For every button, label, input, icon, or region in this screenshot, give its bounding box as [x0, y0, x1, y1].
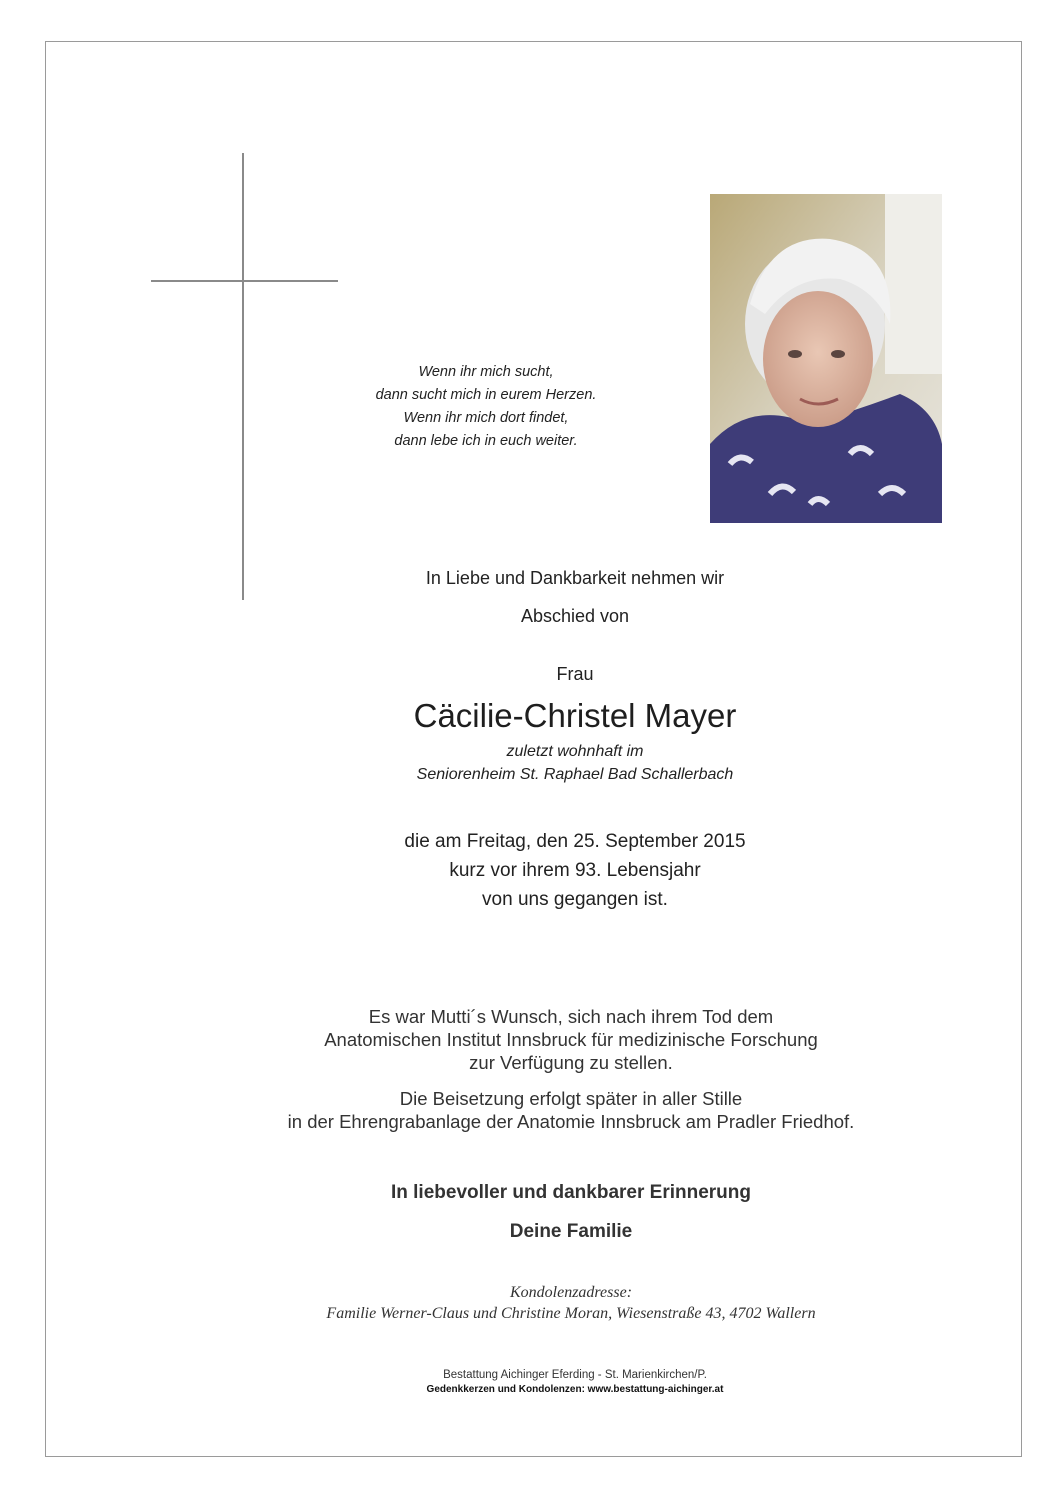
- cross-horizontal-bar: [151, 280, 338, 282]
- closing-signature: Deine Familie: [509, 1221, 633, 1242]
- death-line-2: kurz vor ihrem 93. Lebensjahr: [449, 860, 701, 881]
- funeral-website: Gedenkkerzen und Kondolenzen: www.bestattung-aichinger.at: [426, 1384, 724, 1395]
- burial-line-2: in der Ehrengrabanlage der Anatomie Innsbruck am Pradler Friedhof.: [287, 1111, 855, 1132]
- residence-label: zuletzt wohnhaft im: [506, 743, 644, 760]
- wish-line-1: Es war Mutti´s Wunsch, sich nach ihrem Tod dem: [368, 1006, 774, 1027]
- intro-line-2: Abschied von: [520, 606, 630, 626]
- portrait-photo: [710, 194, 942, 523]
- intro-line-1: In Liebe und Dankbarkeit nehmen wir: [425, 568, 725, 588]
- residence: Seniorenheim St. Raphael Bad Schallerbach: [416, 766, 734, 783]
- deceased-name: Cäcilie-Christel Mayer: [413, 697, 737, 734]
- quote-line: dann lebe ich in euch weiter.: [394, 433, 578, 449]
- quote-line: Wenn ihr mich dort findet,: [403, 410, 569, 426]
- portrait-illustration: [710, 194, 942, 523]
- closing-line-1: In liebevoller und dankbarer Erinnerung: [390, 1182, 752, 1203]
- wish-line-3: zur Verfügung zu stellen.: [469, 1052, 673, 1073]
- burial-line-1: Die Beisetzung erfolgt später in aller Stille: [399, 1088, 743, 1109]
- funeral-company: Bestattung Aichinger Eferding - St. Marienkirchen/P.: [443, 1369, 707, 1381]
- death-line-1: die am Freitag, den 25. September 2015: [404, 831, 746, 852]
- salutation: Frau: [556, 664, 594, 684]
- wish-line-2: Anatomischen Institut Innsbruck für medizinische Forschung: [324, 1029, 818, 1050]
- memorial-quote: [330, 361, 642, 453]
- quote-line: Wenn ihr mich sucht,: [418, 364, 554, 380]
- condolence-address: Familie Werner-Claus und Christine Moran, Wiesenstraße 43, 4702 Wallern: [326, 1305, 816, 1322]
- cross-vertical-bar: [242, 153, 244, 600]
- death-line-3: von uns gegangen ist.: [482, 889, 668, 910]
- condolence-label: Kondolenzadresse:: [509, 1284, 633, 1301]
- quote-line: dann sucht mich in eurem Herzen.: [375, 387, 597, 403]
